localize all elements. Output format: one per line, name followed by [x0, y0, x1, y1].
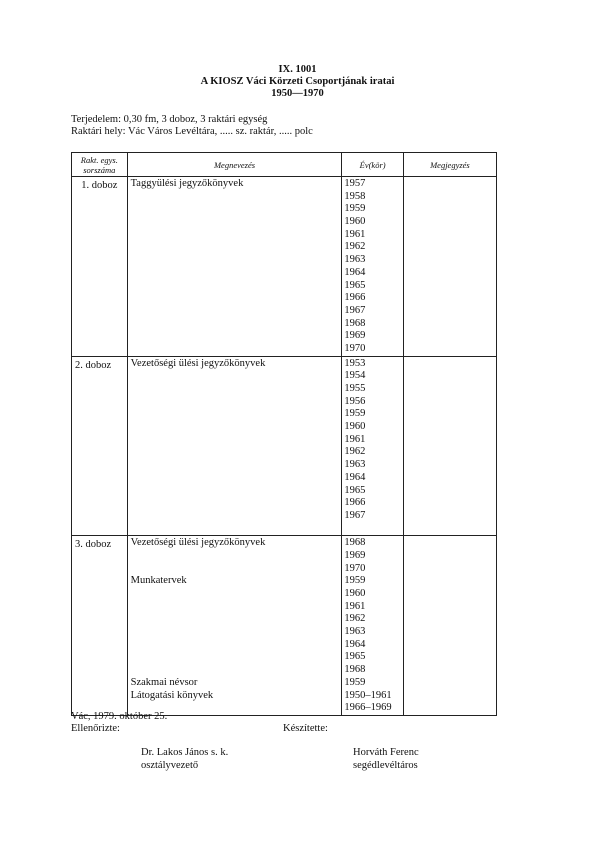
header-name: Megnevezés	[127, 153, 342, 177]
place-date: Vác, 1979. október 25.	[71, 711, 168, 722]
record-year: 1959	[344, 575, 366, 587]
record-year: 1957	[344, 178, 366, 189]
record-year: 1959	[344, 408, 366, 420]
year-range: 1950—1970	[271, 88, 324, 99]
year-cell	[342, 536, 403, 716]
header-note: Megjegyzés	[403, 153, 496, 177]
unit-cell: 3. doboz	[72, 536, 128, 716]
record-year: 1964	[344, 266, 366, 278]
extent-line: Terjedelem: 0,30 fm, 3 doboz, 3 raktári egység	[71, 114, 268, 125]
signer1-title: osztályvezető	[141, 760, 199, 771]
record-year: 1961	[344, 600, 366, 612]
record-year: 1958	[344, 190, 366, 202]
record-year: 1964	[344, 471, 366, 483]
record-name	[131, 254, 342, 267]
record-name	[131, 550, 342, 563]
record-year: 1964	[344, 638, 366, 650]
note-cell	[403, 177, 496, 357]
record-code: IX. 1001	[278, 64, 317, 75]
record-name	[131, 626, 342, 639]
record-year: 1963	[344, 626, 366, 638]
year-cell	[342, 177, 403, 357]
record-year: 1962	[344, 241, 366, 253]
record-year: 1963	[344, 459, 366, 471]
inventory-table	[71, 152, 497, 716]
record-name	[131, 330, 342, 343]
signer2-title: segédlevéltáros	[353, 760, 418, 771]
record-name: Szakmai névsor	[130, 676, 198, 688]
note-cell	[403, 356, 496, 536]
record-name	[131, 639, 342, 652]
record-name	[131, 343, 342, 356]
record-name: Vezetőségi ülési jegyzőkönyvek	[130, 537, 266, 549]
signer1-name: Dr. Lakos János s. k.	[141, 747, 229, 758]
table-row	[72, 177, 497, 357]
record-name	[131, 280, 342, 293]
record-year: 1968	[344, 537, 366, 549]
checked-label: Ellenőrizte:	[71, 723, 120, 734]
record-year: 1955	[344, 383, 366, 394]
record-year: 1963	[344, 254, 366, 266]
record-name	[131, 459, 342, 472]
record-year: 1968	[344, 664, 366, 676]
record-name	[131, 613, 342, 626]
record-year: 1959	[344, 203, 366, 215]
record-name	[131, 216, 342, 229]
year-cell	[342, 356, 403, 536]
record-name	[131, 203, 342, 216]
record-year: 1969	[344, 549, 366, 561]
record-year: 1965	[344, 651, 366, 663]
record-year: 1969	[344, 330, 366, 342]
record-year: 1966	[344, 497, 366, 509]
record-name: Taggyülési jegyzőkönyvek	[130, 178, 244, 189]
record-name	[131, 370, 342, 383]
table-row	[72, 356, 497, 536]
record-year: 1961	[344, 228, 366, 240]
record-year: 1961	[344, 433, 366, 445]
record-year: 1967	[344, 509, 366, 521]
record-name	[131, 318, 342, 331]
record-name	[131, 305, 342, 318]
record-name	[131, 664, 342, 677]
name-cell	[127, 536, 342, 716]
note-cell	[403, 536, 496, 716]
record-year: 1968	[344, 317, 366, 329]
signer2-name: Horváth Ferenc	[353, 747, 419, 758]
record-year: 1950–1961	[344, 689, 392, 701]
unit-cell: 2. doboz	[72, 356, 128, 536]
name-cell	[127, 356, 342, 536]
table-header-row	[72, 153, 497, 177]
record-year: 1954	[344, 370, 366, 382]
record-name	[131, 229, 342, 242]
header-unit	[72, 153, 128, 177]
record-name	[131, 651, 342, 664]
record-year: 1962	[344, 613, 366, 625]
record-name	[131, 497, 342, 510]
record-year: 1967	[344, 304, 366, 316]
location-line: Raktári hely: Vác Város Levéltára, ..... sz. raktár, ..... polc	[71, 126, 313, 137]
record-name	[131, 408, 342, 421]
record-year: 1960	[344, 421, 366, 433]
record-year: 1960	[344, 216, 366, 228]
record-name	[131, 191, 342, 204]
record-year: 1966	[344, 292, 366, 304]
record-year: 1959	[344, 676, 366, 688]
name-cell	[127, 177, 342, 357]
record-name	[131, 383, 342, 396]
record-name	[131, 563, 342, 576]
page-title: A KIOSZ Váci Körzeti Csoportjának iratai	[200, 76, 395, 87]
record-name	[131, 601, 342, 614]
record-name	[131, 421, 342, 434]
header-unit-line2: sorszáma	[83, 164, 116, 175]
record-name	[131, 510, 342, 523]
header-year: Év(kör)	[342, 153, 403, 177]
record-name: Látogatási könyvek	[130, 689, 214, 701]
record-name	[131, 241, 342, 254]
record-name: Munkatervek	[130, 575, 187, 587]
prepared-label: Készítette:	[283, 723, 328, 734]
record-name	[131, 446, 342, 459]
record-year: 1953	[344, 357, 366, 369]
header-unit-line1: Rakt. egys.	[80, 154, 118, 165]
record-year: 1965	[344, 279, 366, 291]
record-year: 1962	[344, 446, 366, 458]
record-year: 1970	[344, 562, 366, 574]
record-year: 1960	[344, 588, 366, 599]
record-year: 1966–1969	[344, 702, 392, 714]
record-year: 1965	[344, 484, 366, 496]
record-name	[131, 292, 342, 305]
record-name	[131, 396, 342, 409]
record-name	[131, 485, 342, 498]
record-name	[131, 472, 342, 485]
record-name	[131, 434, 342, 447]
record-year: 1970	[344, 342, 366, 354]
record-name	[131, 588, 342, 601]
table-row	[72, 536, 497, 716]
record-year: 1956	[344, 395, 366, 407]
unit-cell: 1. doboz	[72, 177, 128, 357]
record-name	[131, 267, 342, 280]
record-name: Vezetőségi ülési jegyzőkönyvek	[130, 357, 266, 369]
record-name	[131, 523, 342, 536]
